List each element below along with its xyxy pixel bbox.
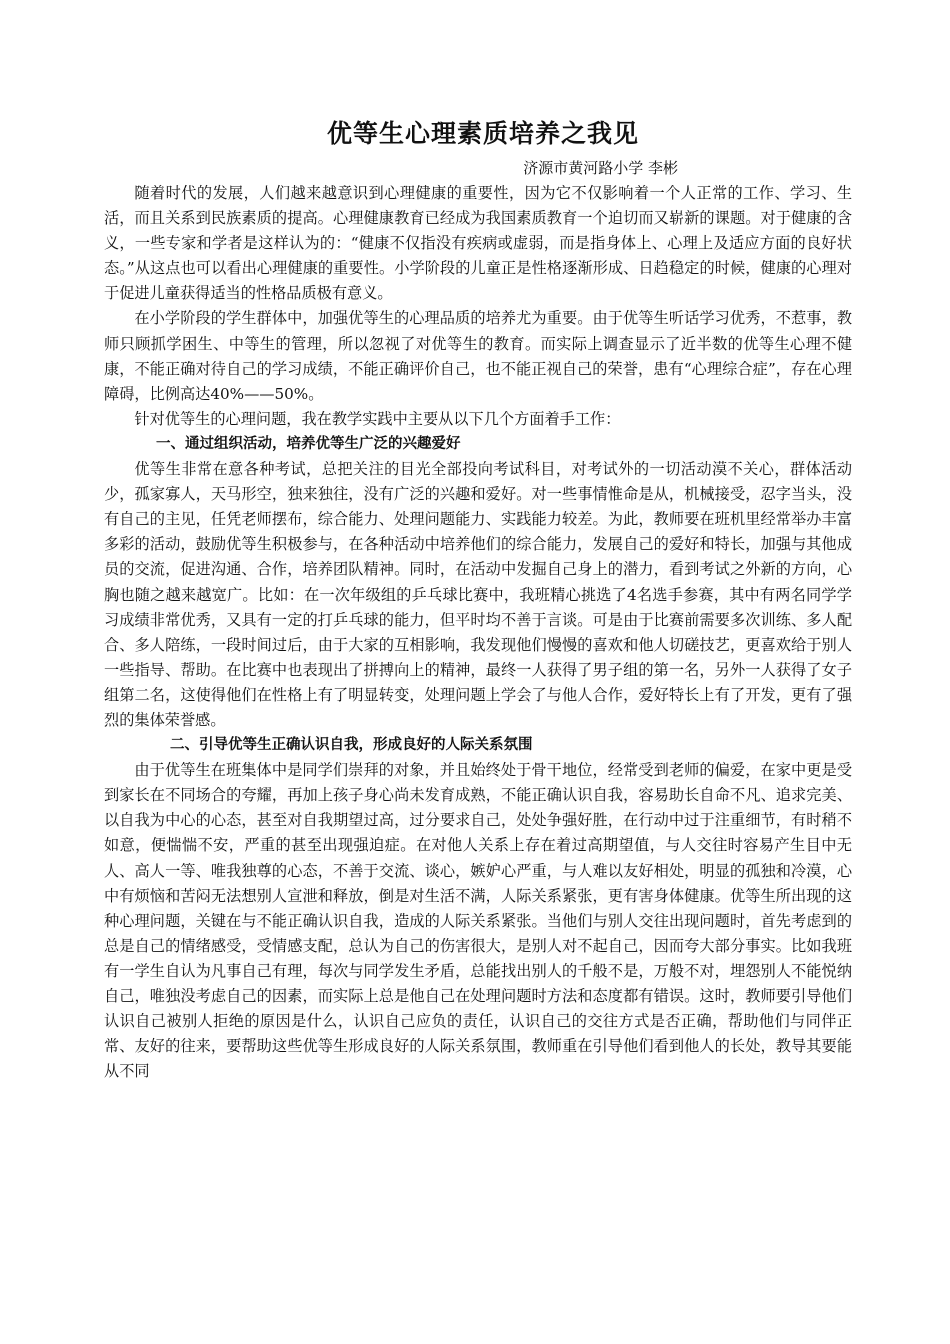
paragraph-intro: 随着时代的发展，人们越来越意识到心理健康的重要性，因为它不仅影响着一个人正常的工作、学习、生活，而且关系到民族素质的提高。心理健康教育已经成为我国素质教育一个迫切而又崭新的课题。对于健康的含义，一些专家和学者是这样认为的：“健康不仅指没有疾病或虚弱，而是指身体上、心理上及适应方面的良好状态。”从这点也可以看出心理健康的重要性。小学阶段的儿童正是性格逐渐形成、日趋稳定的时候，健康的心理对于促进儿童获得适当的性格品质极有意义。: [104, 184, 852, 303]
document-page: [104, 112, 852, 1084]
document-title: 优等生心理素质培养之我见: [326, 119, 639, 148]
section-heading-2: 二、引导优等生正确认识自我，形成良好的人际关系氛围: [170, 737, 533, 754]
paragraph-approach: 针对优等生的心理问题，我在教学实践中主要从以下几个方面着手工作：: [134, 409, 621, 428]
section-heading-1: 一、通过组织活动，培养优等生广泛的兴趣爱好: [156, 435, 461, 452]
paragraph-section-1: 优等生非常在意各种考试，总把关注的目光全部投向考试科目，对考试外的一切活动漠不关心，群体活动少，孤家寡人，天马形空，独来独往，没有广泛的兴趣和爱好。对一些事情惟命是从，机械接受，忍字当头，没有自己的主见，任凭老师摆布，综合能力、处理问题能力、实践能力较差。为此，教师要在班机里经常举办丰富多彩的活动，鼓励优等生积极参与，在各种活动中培养他们的综合能力，发展自己的爱好和特长，加强与其他成员的交流，促进沟通、合作，培养团队精神。同时，在活动中发掘自己身上的潜力，看到考试之外新的方向，心胸也随之越来越宽广。比如：在一次年级组的乒乓球比赛中，我班精心挑选了4名选手参赛，其中有两名同学学习成绩非常优秀，又具有一定的打乒乓球的能力，但平时均不善于言谈。可是由于比赛前需要多次训练、多人配合、多人陪练，一段时间过后，由于大家的互相影响，我发现他们慢慢的喜欢和他人切磋技艺，更喜欢给于别人一些指导、帮助。在比赛中也表现出了拼搏向上的精神，最终一人获得了男子组的第一名，另外一人获得了女子组第二名，这使得他们在性格上有了明显转变，处理问题上学会了与他人合作，爱好特长上有了开发，更有了强烈的集体荣誉感。: [104, 460, 852, 729]
paragraph-problem: 在小学阶段的学生群体中，加强优等生的心理品质的培养尤为重要。由于优等生听话学习优秀，不惹事，教师只顾抓学困生、中等生的管理，所以忽视了对优等生的教育。而实际上调查显示了近半数的优等生心理不健康，不能正确对待自己的学习成绩，不能正确评价自己，也不能正视自己的荣誉，患有“心理综合症”，存在心理障碍，比例高达40%——50%。: [104, 309, 852, 403]
author-line: 济源市黄河路小学 李彬: [523, 159, 678, 177]
paragraph-section-2: 由于优等生在班集体中是同学们崇拜的对象，并且始终处于骨干地位，经常受到老师的偏爱，在家中更是受到家长在不同场合的夸耀，再加上孩子身心尚未发育成熟，不能正确认识自我，容易助长自命不凡、追求完美、以自我为中心的心态，甚至对自我期望过高，过分要求自己，处处争强好胜，在行动中过于注重细节，有时稍不如意，便惴惴不安，严重的甚至出现强迫症。在对他人关系上存在着过高期望值，与人交往时容易产生目中无人、高人一等、唯我独尊的心态，不善于交流、谈心，嫉妒心严重，与人难以友好相处，明显的孤独和冷漠，心中有烦恼和苦闷无法想别人宣泄和释放，倒是对生活不满，人际关系紧张，更有害身体健康。优等生所出现的这种心理问题，关键在与不能正确认识自我，造成的人际关系紧张。当他们与别人交往出现问题时，首先考虑到的总是自己的情绪感受，受情感支配，总认为自己的伤害很大，是别人对不起自己，因而夸大部分事实。比如我班有一学生自认为凡事自己有理，每次与同学发生矛盾，总能找出别人的千般不是，万般不对，埋怨别人不能悦纳自己，唯独没考虑自己的因素，而实际上总是他自己在处理问题时方法和态度都有错误。这时，教师要引导他们认识自己被别人拒绝的原因是什么，认识自己应负的责任，认识自己的交往方式是否正确，帮助他们与同伴正常、友好的往来，要帮助这些优等生形成良好的人际关系氛围，教师重在引导他们看到他人的长处，教导其要能从不同: [104, 761, 852, 1081]
